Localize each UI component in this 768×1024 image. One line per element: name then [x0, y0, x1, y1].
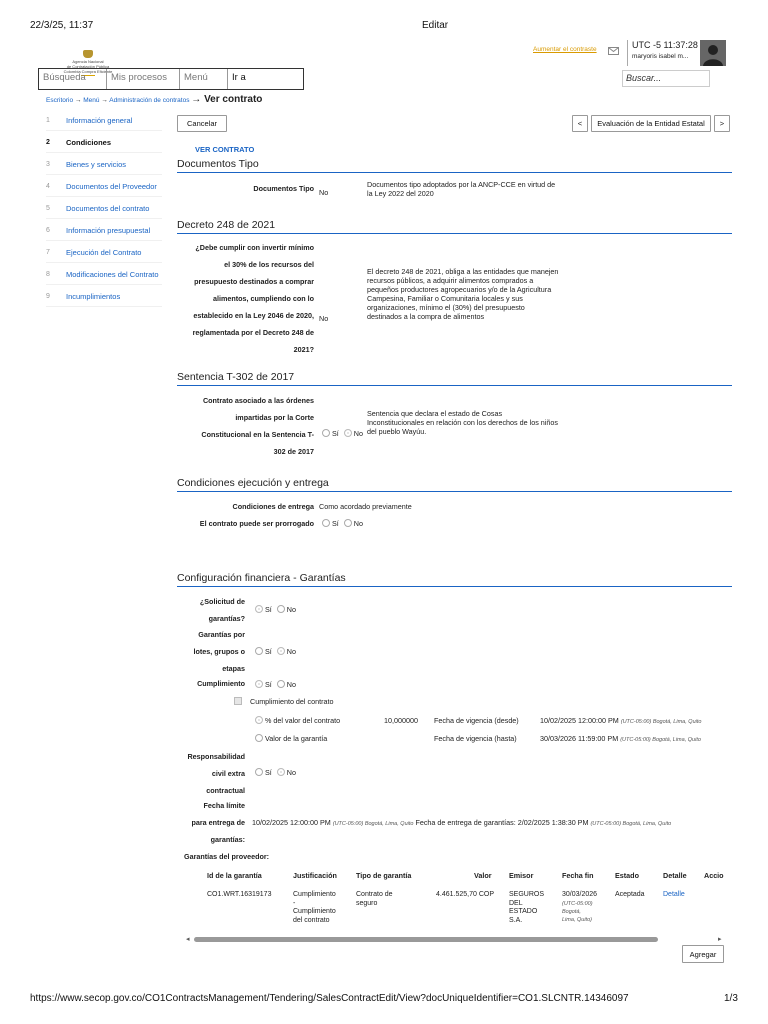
row-guarantee-type — [356, 891, 393, 908]
contract-compliance-check-row — [234, 697, 334, 706]
tipo-documents-desc: Documentos tipo adoptados por la ANCP-CCE en virtud de la Ley 2022 del 2020 — [367, 180, 556, 198]
col-status: Estado — [615, 871, 639, 880]
col-guarantee-id: Id de la garantía — [207, 871, 262, 880]
deadline-value-row — [252, 818, 671, 827]
cell-line: Cumplimiento — [293, 908, 336, 915]
col-justification: Justificación — [293, 871, 337, 880]
top-nav — [38, 68, 304, 90]
sidebar-label: Condiciones — [66, 138, 112, 147]
radio-label-no: No — [286, 647, 296, 656]
sidebar-num: 4 — [46, 183, 50, 190]
guarantee-request-radio — [255, 605, 296, 614]
breadcrumb-menu[interactable]: Menú — [83, 97, 100, 104]
label-line: lotes, grupos o — [193, 647, 245, 656]
contract-compliance-label: Cumplimiento del contrato — [250, 697, 334, 706]
horizontal-scrollbar[interactable] — [194, 937, 658, 942]
breadcrumb: Escritorio → Menú → Administración de contratos → Ver contrato — [46, 94, 263, 105]
pct-option — [255, 716, 340, 725]
compliance-radio-no[interactable] — [277, 680, 285, 688]
avatar[interactable] — [700, 40, 726, 66]
supplier-guarantees-title: Garantías del proveedor: — [184, 852, 270, 861]
pct-value: 10,000000 — [384, 716, 418, 725]
radio-label-si: Sí — [265, 605, 272, 614]
cell-tz-line: Lima, Quito) — [562, 916, 592, 923]
next-button[interactable]: > — [714, 115, 730, 132]
extension-radio-no[interactable] — [344, 519, 352, 527]
logo-line-1: Agencia Nacional — [72, 59, 104, 64]
timezone-clock: UTC -5 11:37:28 — [632, 40, 698, 50]
row-status: Aceptada — [615, 891, 645, 898]
breadcrumb-contracts[interactable]: Administración de contratos — [109, 97, 190, 104]
view-contract-link[interactable]: VER CONTRATO — [195, 145, 255, 154]
guarantee-lots-radio-no[interactable] — [277, 647, 285, 655]
increase-contrast-link[interactable]: Aumentar el contraste — [533, 46, 597, 53]
validity-to-value: 30/03/2026 11:59:00 PM — [540, 734, 619, 743]
radio-label-no: No — [286, 768, 296, 777]
delivery-date-value: 2/02/2025 1:38:30 PM — [517, 818, 589, 827]
section-decree-248: Decreto 248 de 2021 — [177, 219, 732, 234]
sidebar-item-supplier-docs[interactable] — [46, 177, 162, 197]
sentence-radio-group — [322, 429, 363, 438]
col-actions: Accio — [704, 871, 724, 880]
compliance-radio-si[interactable] — [255, 680, 263, 688]
validity-to-label: Fecha de vigencia (hasta) — [434, 734, 517, 743]
decree-question-line: ¿Debe cumplir con invertir mínimo — [195, 243, 314, 252]
sidebar-item-budget-info[interactable] — [46, 221, 162, 241]
nav-my-processes[interactable]: Mis procesos — [107, 69, 180, 89]
validity-to — [540, 734, 701, 743]
label-line: ¿Solicitud de — [199, 597, 245, 606]
sentence-question-line: Constitucional en la Sentencia T- — [201, 430, 314, 439]
section-tipo-documents: Documentos Tipo — [177, 158, 732, 173]
guarantee-value-radio[interactable] — [255, 734, 263, 742]
decree-question — [168, 239, 314, 358]
sidebar-label: Incumplimientos — [66, 292, 121, 301]
cell-line: del contrato — [293, 916, 330, 924]
guarantee-value-label: Valor de la garantía — [265, 734, 328, 743]
entity-evaluation-button[interactable]: Evaluación de la Entidad Estatal — [591, 115, 711, 132]
col-value: Valor — [474, 871, 492, 880]
label-line: para entrega de — [191, 818, 245, 827]
label-line: civil extra — [211, 769, 245, 778]
delivery-conditions-value: Como acordado previamente — [319, 502, 412, 511]
add-guarantee-button[interactable]: Agregar — [682, 945, 724, 963]
decree-desc: El decreto 248 de 2021, obliga a las entidades que manejen recursos públicos, a adquirir alimentos comprados a pequeños productores agropecuarios y/o de la Agricultura Campesina, Familiar o Comunitaria locales y sus organizaciones, mínimo el (30%) del presupuesto destinados a la compra de alimentos — [367, 267, 559, 321]
nav-menu[interactable]: Menú — [180, 69, 228, 89]
row-value: 4.461.525,70 COP — [436, 891, 494, 898]
sentence-question-line: Contrato asociado a las órdenes — [202, 396, 314, 405]
nav-search[interactable]: Búsqueda — [39, 69, 107, 89]
sidebar-item-execution[interactable] — [46, 243, 162, 263]
timezone-note: (UTC-05:00) Bogotá, Lima, Quito — [620, 719, 702, 725]
deadline-label — [168, 797, 245, 848]
radio-label-no: No — [353, 519, 363, 528]
sidebar-item-modifications[interactable] — [46, 265, 162, 285]
row-justification — [293, 891, 336, 925]
guarantee-lots-radio — [255, 647, 296, 656]
sidebar-label: Documentos del contrato — [66, 204, 150, 213]
sentence-radio-no[interactable] — [344, 429, 352, 437]
row-detail-link[interactable]: Detalle — [663, 891, 685, 898]
tipo-documents-label: Documentos Tipo — [253, 184, 314, 193]
sentence-radio-si[interactable] — [322, 429, 330, 437]
radio-label-si: Sí — [265, 768, 272, 777]
sidebar-label: Ejecución del Contrato — [66, 248, 142, 257]
row-guarantee-id: CO1.WRT.16319173 — [207, 891, 272, 898]
section-execution-conditions: Condiciones ejecución y entrega — [177, 477, 732, 492]
sidebar-num: 3 — [46, 161, 50, 168]
deadline-value: 10/02/2025 12:00:00 PM — [252, 818, 331, 827]
label-line: etapas — [222, 664, 245, 673]
sidebar-item-breaches[interactable] — [46, 287, 162, 307]
row-issuer — [509, 891, 544, 925]
pct-label: % del valor del contrato — [265, 716, 341, 725]
mail-icon[interactable] — [608, 47, 619, 57]
decree-question-line: alimentos, cumpliendo con lo — [212, 294, 314, 303]
cell-line: - — [293, 899, 296, 907]
print-page-number: 1/3 — [724, 993, 738, 1004]
label-line: Responsabilidad — [187, 752, 245, 761]
label-line: Fecha límite — [203, 801, 245, 810]
extension-label: El contrato puede ser prorrogado — [199, 519, 314, 528]
sidebar-item-contract-docs[interactable] — [46, 199, 162, 219]
label-line: contractual — [206, 786, 245, 795]
print-url: https://www.secop.gov.co/CO1ContractsManagement/Tendering/SalesContractEdit/View?docUniqueIdentifier=CO1.SLCNTR.14346097 — [30, 993, 629, 1004]
radio-label-no: No — [286, 680, 296, 689]
tipo-documents-value: No — [319, 188, 329, 197]
sidebar-num: 8 — [46, 271, 50, 278]
sidebar-item-general-info[interactable] — [46, 111, 162, 131]
coat-of-arms-icon — [83, 50, 93, 58]
cell-line: Contrato de — [356, 891, 393, 898]
radio-label-si: Sí — [332, 519, 339, 528]
radio-label-si: Sí — [332, 429, 339, 438]
breadcrumb-desk[interactable]: Escritorio — [46, 97, 74, 104]
guarantee-lots-label — [168, 626, 245, 677]
compliance-label: Cumplimiento — [197, 679, 245, 688]
cell-line: ESTADO — [509, 908, 538, 915]
guarantee-request-radio-no[interactable] — [277, 605, 285, 613]
scroll-left-arrow[interactable]: ◂ — [186, 936, 190, 943]
scroll-right-arrow[interactable]: ▸ — [718, 936, 722, 943]
cancel-button[interactable]: Cancelar — [177, 115, 227, 132]
logo-line-2: de Contratación Pública — [66, 64, 110, 69]
print-page-title: Editar — [422, 20, 449, 31]
sidebar-label: Documentos del Proveedor — [66, 182, 157, 191]
radio-label-no: No — [286, 605, 296, 614]
sidebar-label: Información general — [66, 116, 133, 125]
timezone-note: (UTC-05:00) Bogotá, Lima, Quito — [332, 821, 414, 827]
extension-radio-group — [322, 519, 363, 528]
prev-button[interactable]: < — [572, 115, 588, 132]
sidebar-label: Información presupuestal — [66, 226, 151, 235]
sidebar-num: 2 — [46, 139, 50, 146]
row-end-date — [562, 891, 597, 924]
delivery-conditions-label: Condiciones de entrega — [232, 502, 314, 511]
nav-goto[interactable]: Ir a — [232, 72, 246, 83]
validity-from-value: 10/02/2025 12:00:00 PM — [540, 716, 619, 725]
col-guarantee-type: Tipo de garantía — [356, 871, 412, 880]
label-line: garantías? — [208, 614, 245, 623]
decree-value: No — [319, 314, 329, 323]
radio-label-si: Sí — [265, 647, 272, 656]
cell-line: 30/03/2026 — [562, 891, 598, 898]
sidebar-label: Bienes y servicios — [66, 160, 127, 169]
pct-radio[interactable] — [255, 716, 263, 724]
label-line: garantías: — [210, 835, 245, 844]
user-name: maryoris isabel m... — [632, 53, 689, 60]
cell-tz-line: (UTC-05:00) — [562, 900, 593, 907]
sidebar-num: 5 — [46, 205, 50, 212]
decree-question-line: el 30% de los recursos del — [224, 260, 314, 269]
validity-from — [540, 716, 701, 725]
search-input[interactable]: Buscar... — [622, 70, 710, 87]
civil-liability-label — [168, 748, 245, 799]
cell-line: SEGUROS — [509, 891, 545, 898]
sidebar-num: 9 — [46, 293, 50, 300]
sidebar-num: 6 — [46, 227, 50, 234]
civil-liability-radio — [255, 768, 296, 777]
sidebar-item-conditions[interactable] — [46, 133, 162, 153]
sentence-question-line: 302 de 2017 — [273, 447, 314, 456]
decree-question-line: reglamentada por el Decreto 248 de — [192, 328, 314, 337]
sidebar-label: Modificaciones del Contrato — [66, 270, 159, 279]
logo-line-3: Colombia Compra Eficiente — [63, 69, 113, 74]
decree-question-line: presupuesto destinados a comprar — [194, 277, 314, 286]
sentence-question-line: impartidas por la Corte — [235, 413, 314, 422]
decree-question-line: 2021? — [293, 345, 314, 354]
guarantee-request-label — [168, 593, 245, 627]
decree-question-line: establecido en la Ley 2046 de 2020, — [193, 311, 314, 320]
page-title: Ver contrato — [204, 94, 263, 105]
radio-label-si: Sí — [265, 680, 272, 689]
delivery-date-label: Fecha de entrega de garantías: — [415, 818, 516, 827]
col-issuer: Emisor — [509, 871, 534, 880]
civil-liability-radio-si[interactable] — [255, 768, 263, 776]
contract-compliance-checkbox[interactable] — [234, 697, 242, 705]
sidebar-num: 7 — [46, 249, 50, 256]
cell-tz-line: Bogotá, — [562, 908, 581, 915]
cell-line: seguro — [356, 899, 378, 907]
extension-radio-si[interactable] — [322, 519, 330, 527]
section-financial-guarantees: Configuración financiera - Garantías — [177, 572, 732, 587]
label-line: Garantías por — [198, 630, 245, 639]
sidebar-num: 1 — [46, 117, 50, 124]
sentence-question — [168, 392, 314, 460]
civil-liability-radio-no[interactable] — [277, 768, 285, 776]
cell-line: Cumplimiento — [293, 891, 336, 898]
cell-line: S.A. — [509, 916, 523, 924]
guarantee-lots-radio-si[interactable] — [255, 647, 263, 655]
cell-line: DEL — [509, 899, 523, 907]
sentence-desc: Sentencia que declara el estado de Cosas Inconstitucionales en relación con los derechos de los niños del pueblo Wayúu. — [367, 409, 558, 436]
col-detail: Detalle — [663, 871, 687, 880]
validity-from-label: Fecha de vigencia (desde) — [434, 716, 519, 725]
sidebar-item-goods-services[interactable] — [46, 155, 162, 175]
col-end-date: Fecha fin — [562, 871, 594, 880]
timezone-note: (UTC-05:00) Bogotá, Lima, Quito — [590, 821, 672, 827]
compliance-radio — [255, 680, 296, 689]
section-sentence-t302: Sentencia T-302 de 2017 — [177, 371, 732, 386]
guarantee-value-option — [255, 734, 327, 743]
print-datetime: 22/3/25, 11:37 — [30, 20, 94, 31]
radio-label-no: No — [353, 429, 363, 438]
guarantee-request-radio-si[interactable] — [255, 605, 263, 613]
timezone-note: (UTC-05:00) Bogotá, Lima, Quito — [620, 737, 701, 743]
